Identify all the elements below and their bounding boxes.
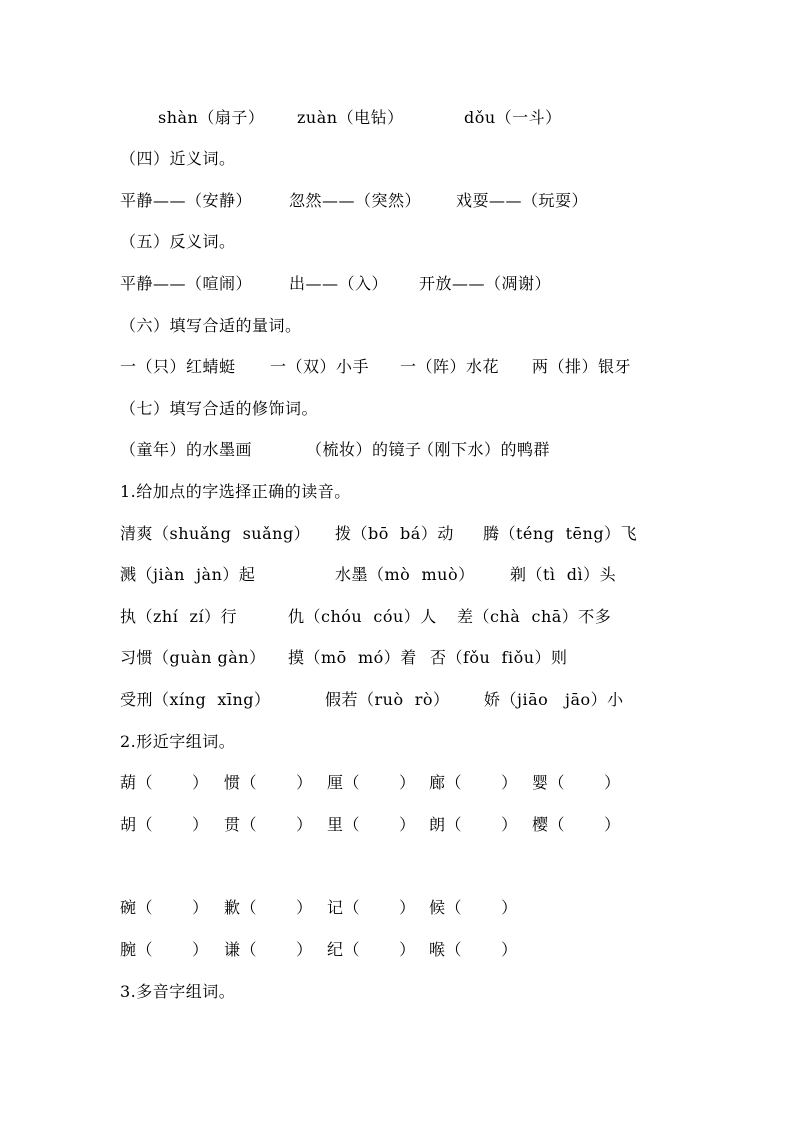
pronunciation-item: 假若（ruò rò） — [325, 690, 450, 709]
pronunciation-item: 仇（chóu cóu）人 — [288, 607, 437, 626]
pronunciation-item: 剃（tì dì）头 — [510, 565, 617, 584]
similar-char-item: 腕（ ） — [120, 940, 209, 959]
pronunciation-item: 娇（jiāo jāo）小 — [484, 690, 624, 709]
pronunciation-row — [120, 522, 638, 546]
pinyin-item: dǒu（一斗） — [464, 108, 562, 127]
measure-words-row — [120, 355, 632, 379]
synonym-pair: 忽然——（突然） — [289, 191, 422, 210]
similar-char-item: 葫（ ） — [120, 773, 209, 792]
measure-word-item: 一（只）红蜻蜓 — [120, 357, 236, 376]
section-heading-similar-chars: 2.形近字组词。 — [120, 732, 236, 751]
pronunciation-item: 拨（bō bá）动 — [335, 524, 454, 543]
similar-chars-row — [120, 938, 518, 962]
similar-char-item: 惯（ ） — [224, 773, 313, 792]
measure-word-item: 一（双）小手 — [270, 357, 370, 376]
pronunciation-item: 否（fǒu fiǒu）则 — [430, 648, 568, 667]
similar-char-item: 歉（ ） — [224, 898, 313, 917]
pronunciation-row — [120, 605, 612, 629]
section-heading-synonyms: （四）近义词。 — [120, 149, 236, 168]
modifier-item: （童年）的水墨画 — [120, 440, 253, 459]
section-heading-polyphonic: 3.多音字组词。 — [120, 982, 236, 1001]
section-heading-modifiers: （七）填写合适的修饰词。 — [120, 399, 319, 418]
similar-chars-row — [120, 813, 621, 837]
pinyin-item: shàn（扇子） — [158, 108, 265, 127]
pronunciation-item: 清爽（shuǎng suǎng） — [120, 524, 311, 543]
pronunciation-item: 习惯（guàn gàn） — [120, 648, 266, 667]
similar-char-item: 纪（ ） — [327, 940, 416, 959]
synonym-pair: 平静——（安静） — [120, 191, 253, 210]
pronunciation-row — [120, 646, 568, 670]
similar-char-item: 里（ ） — [327, 815, 416, 834]
similar-char-item: 碗（ ） — [120, 898, 209, 917]
pronunciation-item: 摸（mō mó）着 — [288, 648, 417, 667]
similar-char-item: 婴（ ） — [532, 773, 621, 792]
similar-char-item: 候（ ） — [429, 898, 518, 917]
similar-chars-row — [120, 896, 518, 920]
synonyms-row — [120, 189, 589, 213]
pronunciation-item: 溅（jiàn jàn）起 — [120, 565, 256, 584]
similar-char-item: 樱（ ） — [532, 815, 621, 834]
synonym-pair: 戏耍——（玩耍） — [456, 191, 589, 210]
pronunciation-item: 腾（téng tēng）飞 — [483, 524, 638, 543]
similar-char-item: 朗（ ） — [429, 815, 518, 834]
antonym-pair: 出——（入） — [289, 274, 389, 293]
similar-char-item: 喉（ ） — [429, 940, 518, 959]
similar-char-item: 厘（ ） — [327, 773, 416, 792]
pronunciation-item: 执（zhí zí）行 — [120, 607, 238, 626]
similar-char-item: 贯（ ） — [224, 815, 313, 834]
similar-char-item: 廊（ ） — [429, 773, 518, 792]
pronunciation-item: 水墨（mò muò） — [335, 565, 475, 584]
section-heading-pronunciation: 1.给加点的字选择正确的读音。 — [120, 482, 351, 501]
antonym-pair: 平静——（喧闹） — [120, 274, 253, 293]
pronunciation-row — [120, 563, 617, 587]
antonym-pair: 开放——（凋谢） — [419, 274, 552, 293]
measure-word-item: 一（阵）水花 — [400, 357, 500, 376]
pronunciation-item: 差（chà chā）不多 — [457, 607, 612, 626]
measure-word-item: 两（排）银牙 — [532, 357, 632, 376]
modifiers-row — [120, 438, 551, 462]
similar-chars-row — [120, 771, 621, 795]
modifier-item: （刚下水）的鸭群 — [418, 440, 551, 459]
section-heading-measure-words: （六）填写合适的量词。 — [120, 316, 302, 335]
pronunciation-item: 受刑（xíng xīng） — [120, 690, 271, 709]
pinyin-row — [120, 106, 562, 130]
section-heading-antonyms: （五）反义词。 — [120, 232, 236, 251]
antonyms-row — [120, 272, 552, 296]
similar-char-item: 胡（ ） — [120, 815, 209, 834]
similar-char-item: 记（ ） — [327, 898, 416, 917]
pronunciation-row — [120, 688, 624, 712]
pinyin-item: zuàn（电钻） — [297, 108, 404, 127]
similar-char-item: 谦（ ） — [224, 940, 313, 959]
modifier-item: （梳妆）的镜子 — [306, 440, 422, 459]
